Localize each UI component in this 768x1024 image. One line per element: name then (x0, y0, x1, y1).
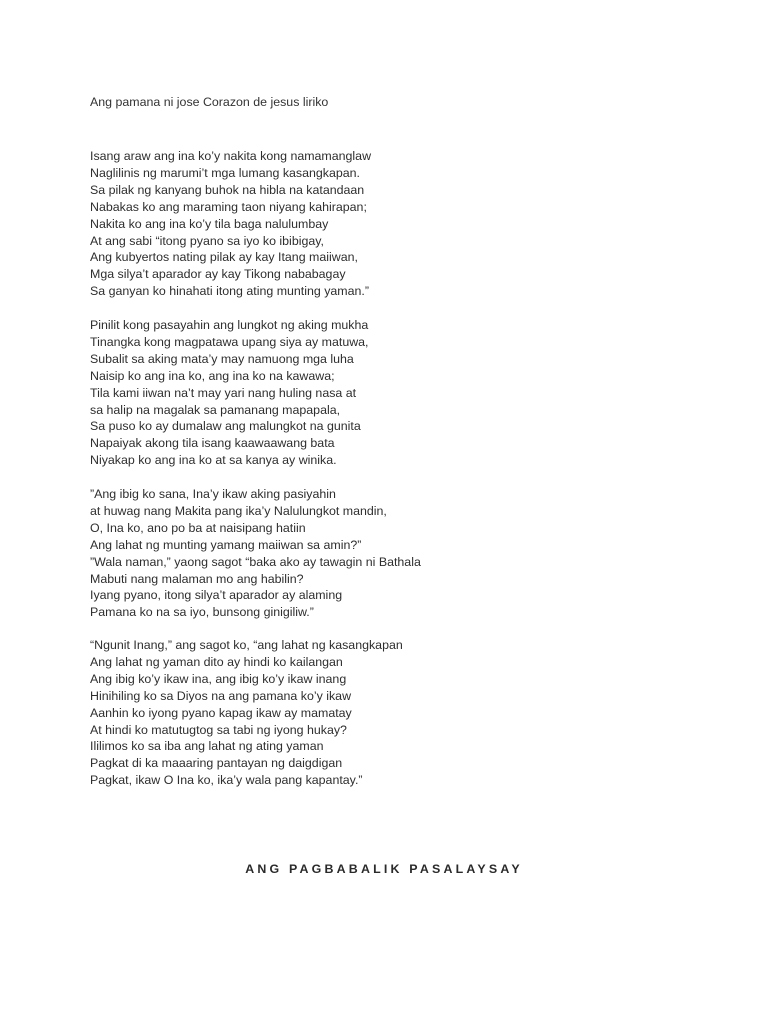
poem-line: Ililimos ko sa iba ang lahat ng ating yaman (90, 739, 324, 754)
poem-line: at huwag nang Makita pang ika’y Nalulungkot mandin, (90, 503, 387, 518)
poem-line: Ang kubyertos nating pilak ay kay Itang maiiwan, (90, 250, 358, 265)
poem-line: Pagkat di ka maaaring pantayan ng daigdigan (90, 756, 343, 771)
poem-line: Mga silya’t aparador ay kay Tikong nababagay (90, 267, 346, 282)
poem-line: Hinihiling ko sa Diyos na ang pamana ko’y ikaw (90, 688, 352, 703)
poem-line: sa halip na magalak sa pamanang mapapala, (90, 402, 341, 417)
poem-line: Nabakas ko ang maraming taon niyang kahirapan; (90, 199, 367, 214)
poem-line: Naisip ko ang ina ko, ang ina ko na kawawa; (90, 368, 335, 383)
poem-line: At hindi ko matutugtog sa tabi ng iyong hukay? (90, 722, 347, 737)
poem-line: ”Wala naman,” yaong sagot “baka ako ay tawagin ni Bathala (90, 554, 421, 569)
poem-line: Aanhin ko iyong pyano kapag ikaw ay mamatay (90, 705, 352, 720)
poem-line: Naglilinis ng marumi’t mga lumang kasangkapan. (90, 165, 360, 180)
document-title: Ang pamana ni jose Corazon de jesus liriko (90, 95, 329, 109)
poem-line: Niyakap ko ang ina ko at sa kanya ay winika. (90, 453, 337, 468)
poem-line: Mabuti nang malaman mo ang habilin? (90, 571, 304, 586)
poem-line: Sa pilak ng kanyang buhok na hibla na katandaan (90, 182, 365, 197)
poem-line: Pagkat, ikaw O Ina ko, ika’y wala pang kapantay.” (90, 773, 363, 788)
poem-line: Napaiyak akong tila isang kaawaawang bata (90, 436, 335, 451)
poem-line: Subalit sa aking mata’y may namuong mga luha (90, 351, 354, 366)
poem-line: Sa ganyan ko hinahati itong ating munting yaman.” (90, 284, 369, 299)
poem-line: Pamana ko na sa iyo, bunsong ginigiliw.” (90, 605, 314, 620)
poem-line: Isang araw ang ina ko’y nakita kong namamanglaw (90, 149, 372, 163)
section-heading: ANG PAGBABALIK PASALAYSAY (245, 862, 523, 876)
poem-line: Ang lahat ng munting yamang maiiwan sa amin?” (90, 537, 362, 552)
poem-line: “Ngunit Inang,” ang sagot ko, “ang lahat ng kasangkapan (90, 638, 403, 652)
poem-line: At ang sabi “itong pyano sa iyo ko ibibigay, (90, 233, 324, 248)
poem-stanza-2 (90, 317, 369, 469)
poem-line: Tinangka kong magpatawa upang siya ay matuwa, (90, 334, 369, 349)
poem-line: Pinilit kong pasayahin ang lungkot ng aking mukha (90, 318, 369, 332)
poem-line: Iyang pyano, itong silya’t aparador ay alaming (90, 588, 343, 603)
poem-line: Ang ibig ko’y ikaw ina, ang ibig ko’y ikaw inang (90, 671, 347, 686)
poem-line: Nakita ko ang ina ko’y tila baga nalulumbay (90, 216, 329, 231)
poem-stanza-1 (90, 148, 371, 300)
poem-line: O, Ina ko, ano po ba at naisipang hatiin (90, 520, 306, 535)
poem-line: Sa puso ko ay dumalaw ang malungkot na gunita (90, 419, 361, 434)
poem-line: ”Ang ibig ko sana, Ina’y ikaw aking pasiyahin (90, 487, 336, 501)
poem-line: Ang lahat ng yaman dito ay hindi ko kailangan (90, 654, 343, 669)
poem-stanza-4 (90, 637, 403, 789)
poem-line: Tila kami iiwan na’t may yari nang huling nasa at (90, 385, 357, 400)
poem-stanza-3 (90, 486, 421, 621)
